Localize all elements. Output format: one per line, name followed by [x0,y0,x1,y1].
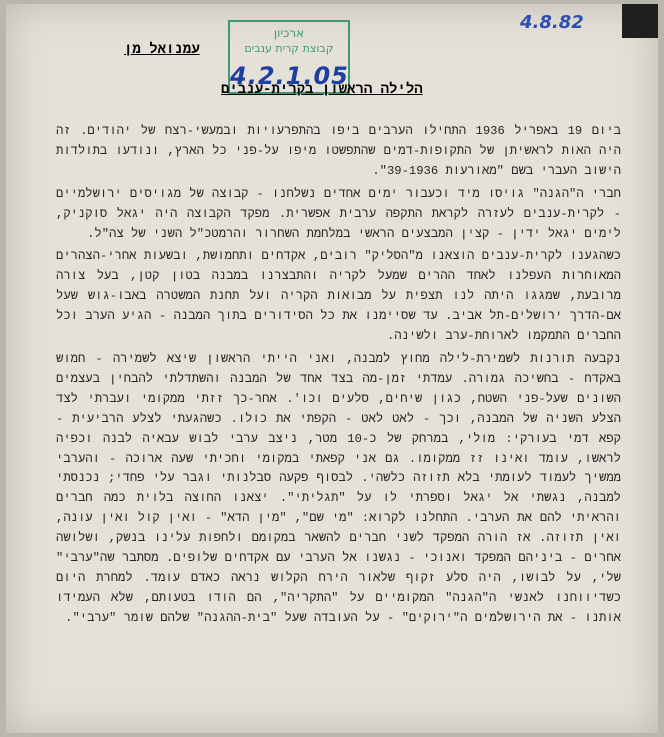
dark-corner [622,4,658,38]
handwritten-date: 4.8.82 [520,12,584,33]
paragraph-4: נקבעה תורנות לשמירת-לילה מחוץ למבנה, ואני הייתי הראשון שיצא לשמירה - חמוש באקדח - בחשיכה גמורה. עמדתי זמן-מה בצד אחד של המבנה והשתדלתי להבחין בעצמים השונים שעל-פני השטח, כגון שיחים, סלעים וכו'. אחר-כך זזתי ממקומי ועברתי לצד הצלע השניה של המבנה, וכך - לאט לאט - הקפתי את כולו. כשהגעתי לצלע הרביעית - קפא דמי בעורקי: מולי, במרחק של כ-10 מטר, ניצב ערבי לבוש עבאיה לבנה וכפיה לראשו, עומד ואינו זז ממקומו. גם אני קפאתי במקומי וחכיתי שעה ארוכה - והערבי ממשיך לעמוד לעומתי בלא תזוזה כלשהי. לבסוף פקעה סבלנותי וגבר עלי פחדי; נכנסתי למבנה, נגשתי אל יגאל וספרתי לו על "תגליתי". יצאנו החוצה בלוית כמה חברים והראיתי להם את הערבי. התחלנו לקרוא: "מי שם", "מין הדא" - ואין קול ואין עונה, ואין תזוזה. אז הורה המפקד לשני חברים להשאר במקומם ולחפות עלינו בנשק, ושלושה אחרים - ביניהם המפקד ואנוכי - נגשנו אל הערבי עם אקדחים שלופים. מסתבר שה"ערבי" שלי, על לבושו, היה סלע זקוף שלאור הירח הקלוש נראה כאדם עומד. למחרת היום כשדיווחנו לאנשי ה"הגנה" המקומיים על "התקריה", הם הודו בטעותם, שלא העמידו אותנו - את הירושלמים ה"ירוקים" - על העובדה שעל "בית-ההגנה" שלהם שומר "ערבי". [56,351,621,625]
paragraph-2: חברי ה"הגנה" גויסו מיד וכעבור ימים אחדים נשלחנו - קבוצה של מגויסים ירושלמיים - לקרית-ענבים לעזרה לקראת התקפה ערבית אפשרית. מפקד הקבוצה היה יגאל סוקניק, לימים יגאל ידין - קצין המבצעים הראשי במלחמת השחרור והרמטכ"ל השני של צה"ל. [56,186,621,241]
author-name: עמנואל מן [124,42,200,58]
stamp-handwritten-number: 4.2.1.05 [230,62,349,90]
stamp-line-archive: ארכיון [273,26,305,40]
paragraph-1: ביום 19 באפריל 1936 התחילו הערבים ביפו בהתפרעויות ובמעשי-רצח של יהודים. זה היה האות לראשיתן של התקופות-דמים שהתפשטו מיפו על-פני כל הארץ, ונודעו בתולדות הישוב העברי בשם "מאורעות 39-1936". [56,124,621,178]
paragraph-3: כשהגענו לקרית-ענבים הוצאנו מ"הסליק" רובים, אקדחים ותחמושת, ובשעות אחרי-הצהרים המאוחרות העפלנו לאחד ההרים שמעל לקריה והתבצרנו במבנה בטון קטן, בעל צורה מרובעת, שמגגו היתה לנו תצפית על מבואות הקריה ועל תחנת המשטרה באבו-גוש שעל אם-הדרך ירושלים-תל אביב. עד שסיימנו את כל הסידורים בתוך המבנה - הגיע הערב וכל החברים התמקמו לארוחת-ערב ולשינה. [56,249,621,344]
document-page [6,4,658,733]
stamp-line-kvutza: קבוצת קרית ענבים [244,42,334,55]
document-body [56,122,621,632]
document-title: הלילה הראשון בקרית-ענבים [221,82,423,98]
